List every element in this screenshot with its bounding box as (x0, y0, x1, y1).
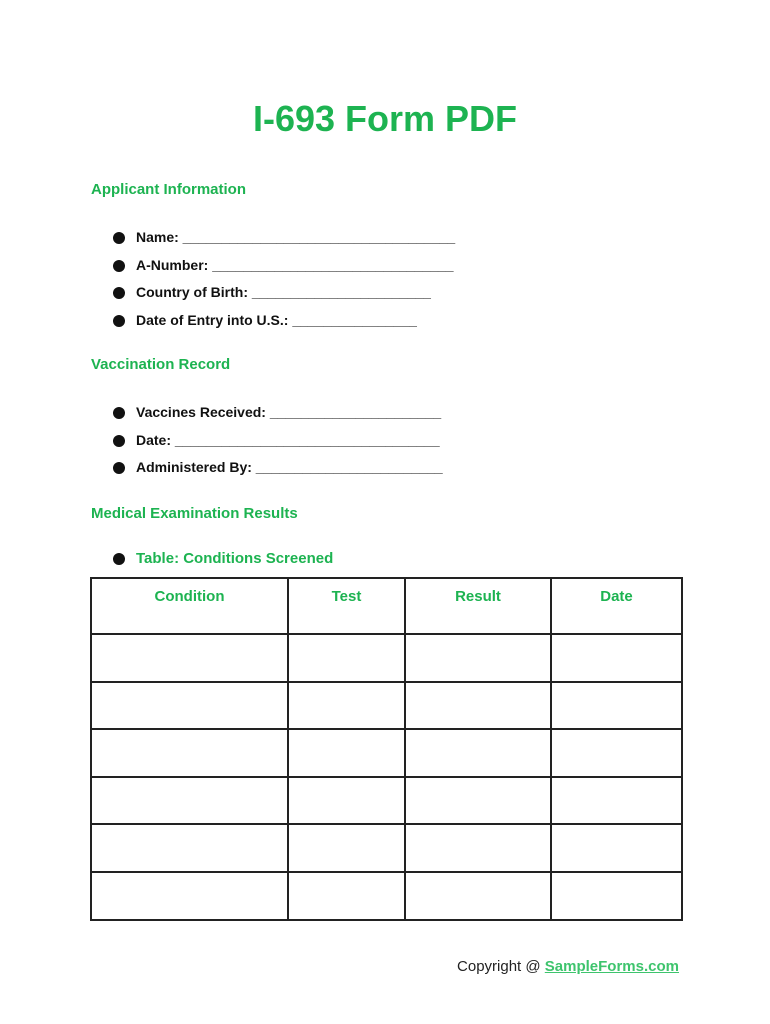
table-cell[interactable] (405, 729, 551, 777)
table-cell[interactable] (405, 682, 551, 730)
table-cell[interactable] (91, 824, 288, 872)
table-cell[interactable] (288, 682, 405, 730)
table-row (91, 634, 682, 682)
applicant-fields-list (112, 228, 455, 338)
section-heading-medical: Medical Examination Results (91, 505, 298, 522)
list-item-date (112, 431, 443, 459)
table-cell[interactable] (405, 824, 551, 872)
conditions-table (90, 577, 683, 921)
table-row (91, 777, 682, 825)
table-cell[interactable] (288, 872, 405, 920)
section-heading-applicant: Applicant Information (91, 181, 246, 198)
table-cell[interactable] (551, 729, 682, 777)
column-header-date: Date (551, 578, 682, 634)
section-heading-vaccination: Vaccination Record (91, 356, 231, 373)
table-row (91, 824, 682, 872)
bullet-icon (113, 287, 125, 299)
field-label-date-of-entry: Date of Entry into U.S.: ________________ (136, 311, 417, 328)
table-row (91, 729, 682, 777)
field-label-name: Name: ___________________________________ (136, 229, 456, 245)
table-row (91, 872, 682, 920)
list-item-date-of-entry (112, 311, 455, 339)
bullet-icon (113, 260, 125, 272)
sampleforms-link[interactable]: SampleForms.com (544, 958, 679, 975)
table-cell[interactable] (551, 777, 682, 825)
list-item-name (112, 228, 455, 256)
bullet-icon (113, 435, 125, 447)
table-cell[interactable] (551, 872, 682, 920)
copyright-prefix: Copyright @ (457, 958, 545, 975)
table-cell[interactable] (288, 729, 405, 777)
column-header-test: Test (288, 578, 405, 634)
bullet-icon (113, 315, 125, 327)
table-cell[interactable] (91, 777, 288, 825)
table-cell[interactable] (551, 682, 682, 730)
table-cell[interactable] (551, 824, 682, 872)
bullet-icon (113, 232, 125, 244)
column-header-condition: Condition (91, 578, 288, 634)
list-item-administered-by (112, 458, 443, 486)
table-caption (112, 550, 333, 568)
table-caption-label: Table: Conditions Screened (136, 550, 334, 567)
list-item-vaccines-received (112, 403, 443, 431)
field-label-administered-by: Administered By: ________________________ (136, 459, 443, 475)
table-cell[interactable] (405, 634, 551, 682)
field-label-a-number: A-Number: _______________________________ (136, 256, 454, 273)
bullet-icon (113, 407, 125, 419)
table-cell[interactable] (405, 872, 551, 920)
table-cell[interactable] (288, 634, 405, 682)
field-label-date: Date: __________________________________ (136, 431, 440, 448)
table-cell[interactable] (288, 824, 405, 872)
table-cell[interactable] (551, 634, 682, 682)
bullet-icon (113, 553, 125, 565)
table-cell[interactable] (91, 682, 288, 730)
table-cell[interactable] (91, 634, 288, 682)
table-cell[interactable] (91, 729, 288, 777)
footer-copyright (457, 958, 679, 975)
table-cell[interactable] (91, 872, 288, 920)
table-cell[interactable] (288, 777, 405, 825)
vaccination-fields-list (112, 403, 443, 486)
page-title: I-693 Form PDF (252, 98, 518, 139)
list-item-a-number (112, 256, 455, 284)
list-item-country-of-birth (112, 283, 455, 311)
table-cell[interactable] (405, 777, 551, 825)
field-label-country-of-birth: Country of Birth: _______________________ (136, 284, 431, 300)
table-header-row (91, 578, 682, 634)
table-row (91, 682, 682, 730)
bullet-icon (113, 462, 125, 474)
column-header-result: Result (405, 578, 551, 634)
field-label-vaccines-received: Vaccines Received: ______________________ (136, 404, 442, 420)
